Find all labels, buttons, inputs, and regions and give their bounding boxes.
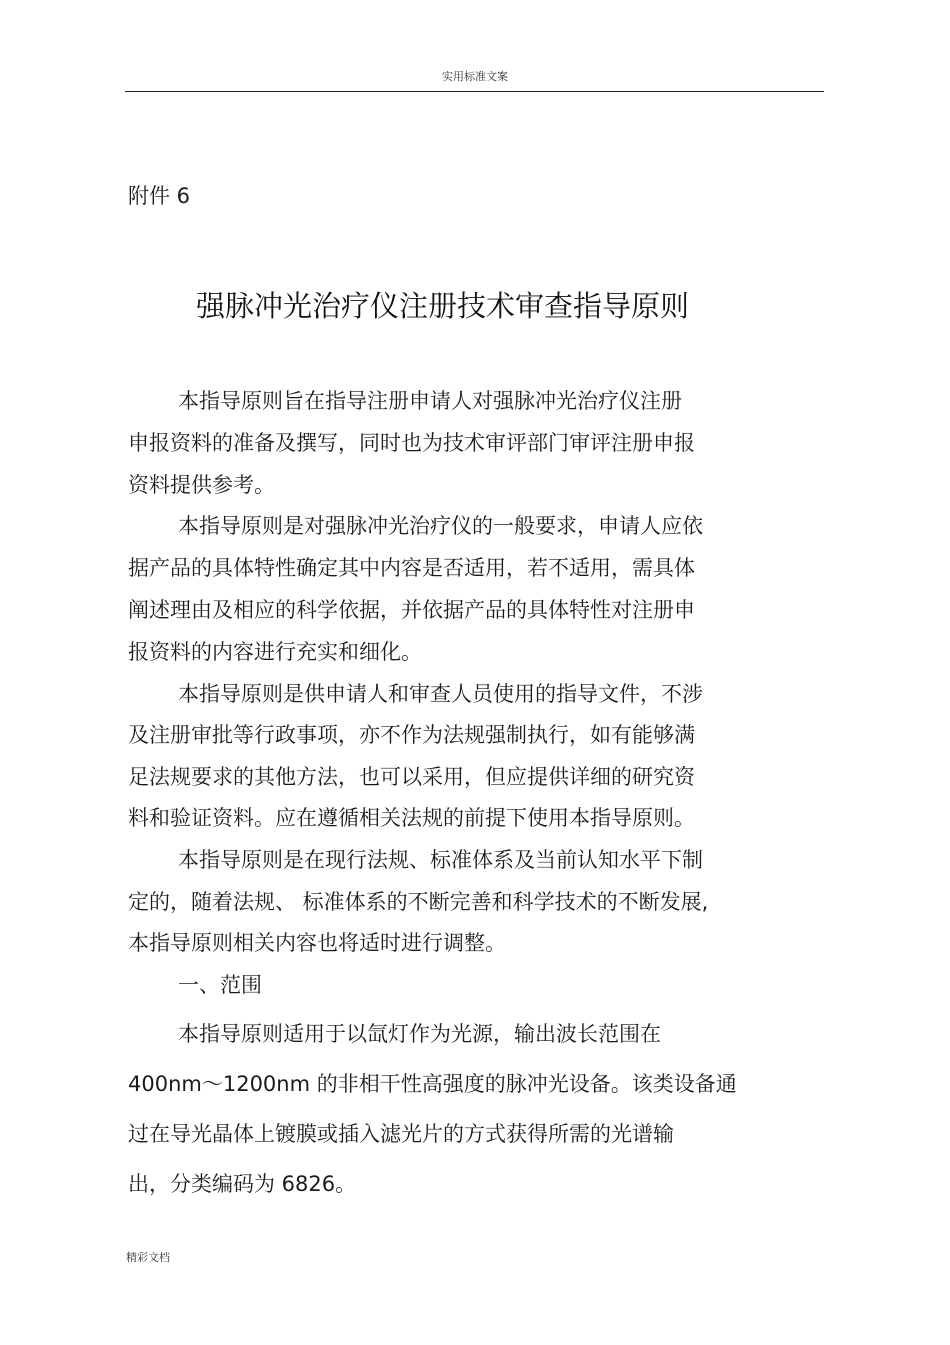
- page-header-text: 实用标准文案: [442, 70, 508, 83]
- paragraph-line: 报资料的内容进行充实和细化。: [128, 640, 422, 664]
- paragraph-line: 据产品的具体特性确定其中内容是否适用，若不适用，需具体: [128, 556, 695, 580]
- document-title: 强脉冲光治疗仪注册技术审查指导原则: [195, 289, 689, 323]
- paragraph-line: 本指导原则相关内容也将适时进行调整。: [128, 931, 506, 955]
- paragraph-line: 400nm～1200nm 的非相干性高强度的脉冲光设备。该类设备通: [128, 1072, 737, 1096]
- section-heading-scope: 一、范围: [178, 973, 262, 997]
- paragraph-line: 本指导原则是供申请人和审查人员使用的指导文件，不涉: [178, 682, 703, 706]
- paragraph-line: 过在导光晶体上镀膜或插入滤光片的方式获得所需的光谱输: [128, 1122, 674, 1146]
- paragraph-line: 资料提供参考。: [128, 473, 275, 497]
- paragraph-line: 本指导原则是在现行法规、标准体系及当前认知水平下制: [178, 848, 703, 872]
- paragraph-line: 本指导原则是对强脉冲光治疗仪的一般要求，申请人应依: [178, 514, 703, 538]
- page-footer-text: 精彩文档: [126, 1251, 170, 1264]
- paragraph-line: 及注册审批等行政事项，亦不作为法规强制执行，如有能够满: [128, 723, 695, 747]
- paragraph-line: 足法规要求的其他方法，也可以采用，但应提供详细的研究资: [128, 765, 695, 789]
- paragraph-line: 料和验证资料。应在遵循相关法规的前提下使用本指导原则。: [128, 806, 695, 830]
- paragraph-line: 本指导原则旨在指导注册申请人对强脉冲光治疗仪注册: [178, 389, 682, 413]
- paragraph-line: 本指导原则适用于以氙灯作为光源，输出波长范围在: [178, 1022, 661, 1046]
- paragraph-line: 阐述理由及相应的科学依据，并依据产品的具体特性对注册申: [128, 598, 695, 622]
- header-rule: [125, 91, 824, 92]
- paragraph-line: 出，分类编码为 6826。: [128, 1172, 357, 1196]
- paragraph-line: 定的，随着法规、 标准体系的不断完善和科学技术的不断发展,: [128, 890, 709, 914]
- attachment-label: 附件 6: [128, 184, 191, 208]
- paragraph-line: 申报资料的准备及撰写，同时也为技术审评部门审评注册申报: [128, 431, 695, 455]
